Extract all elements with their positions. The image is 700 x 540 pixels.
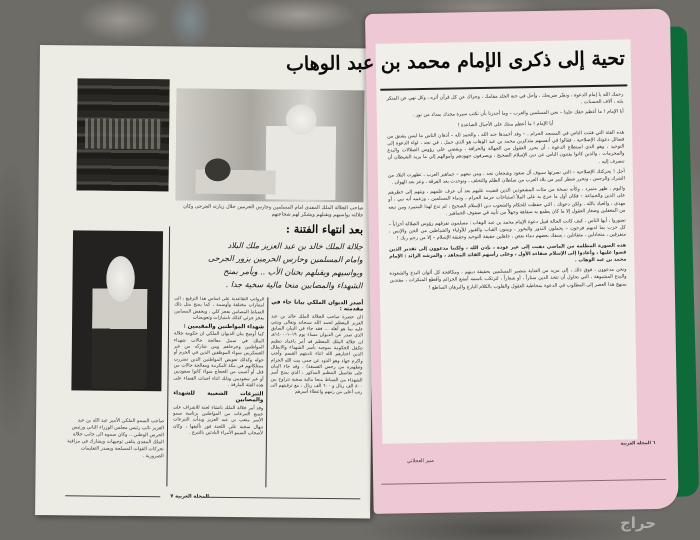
column-subheading: شهداء المواطنين والمقيمين : bbox=[183, 323, 265, 331]
handwritten-line: جلالة الملك خالد بن عبد العزيز ملك البلاد bbox=[227, 240, 363, 252]
paragraph: تصوروا ، أيها الناس ، كيف كانت الحالة قبيل دعوة الإمام محمد بن عبد الوهاب : مسلمون تفرقهم رؤوس الضلالة أحزاباً – كل حزب بما لديهم فرحون – يحملون النذور والبخور ، ويبنون القباب والقبور للأولياء والشياطين من الجن والإنس ، متفرقين ، متخاذلين ، متقاتلين ، يسفك بعضهم دماء بعض ، جاهلين حقيقة التوحيد وحقيقة الإسلام – إلا من رحم ربك ! bbox=[388, 218, 626, 242]
column-subheading: التبرعات الشعبية للشهداء والمصابين bbox=[173, 390, 264, 404]
page-footer: المجلة العربية ٧ bbox=[170, 493, 209, 500]
right-column bbox=[269, 297, 363, 488]
page-footer: ٦ المجلة العربية bbox=[620, 440, 656, 447]
column-text: كما أوضح بيان الديوان الملكي ان حكومة جلالة الملك في سبيل معالجة حالات شهداء المواطنين وجرحاهم ومن شاركه من غير العسكريين سواء الموظفين الذين في الحرم أو حوله وكذلك تعويض المواطنين الذين تضررت ممتلكاتهم في مكة المكرمة ومعالجة حالات من قتل أو أصيب من الحجاج سواء كانوا سعوديين أو غير سعوديين وذلك اثناء احداث القضاء على هذه الفئة المارقة . bbox=[173, 331, 264, 389]
middle-column bbox=[172, 296, 264, 487]
footer-rule bbox=[205, 497, 360, 500]
handwritten-line: وامام المسلمين وحارس الحرمين يزور الجرحى bbox=[207, 253, 363, 265]
paragraph: هذه الفئة التي فتنت الناس في المسجد الحرام ، – وقد أخمدها جند الله ، والحمد لله – أذهان الناس ما ليس يشتق من فضائل دعوتك الإصلاحية ، فقالوا في أنفسهم متذكرين محمد بن عبد الوهاب هو الذي حمل ، في نجد ، لواء الدعوة إلى التوحيد ، وهو الذي استطاع الدعوة ، أن يحرر العقول من الجهالة والخرافة ، ويقضي على رؤوس الضلالات والبدع والمحرمات ، والذين كانوا يفتنون الناس عن دين الإسلام الصحيح ، ويصرفون جهودهم وأموالهم إلى ما يريد الشيطان أن تنصرف إليه . bbox=[387, 130, 625, 165]
paragraph: أجل ! بحركتك الإصلاحية – التي نصرتها سيوف آل سعود وشجعان نجد ، ومن تبعهم – جماهير العرب ، تطهرت البلاد من الشرك والرجس ، وتحرر شطر كبير من بلاد العرب من سلطان الظلم والتخلف ، وتوحدت بعد الفرقة ، وعز بعد الهوان . bbox=[387, 169, 625, 186]
title-rule bbox=[380, 84, 627, 90]
page-rule bbox=[381, 479, 666, 485]
article-title: تحية إلى ذكرى الإمام محمد بن عبد الوهاب bbox=[285, 47, 626, 76]
hospital-photo-caption: صاحب الجلالة الملك المفدى امام المسلمين وحارس الحرمين خلال زيارته الجرحى وكان جلالته يواسيهم ويقبلهم ويشكر لهم شجاعتهم bbox=[183, 203, 364, 219]
prince-caption: صاحب السمو الملكي الأمير عبد الله بن عبد العزيز نائب رئيس مجلس الوزراء الثاني ورئيس الحرس الوطني .. وكان سموه الى جانب جلالة الملك المفدى يتلقى توجيهات ويشارك في مراقبة تحركات القوات المسلحة ويصدر التعليمات الضرورية . bbox=[67, 418, 165, 460]
footer-rule bbox=[65, 495, 160, 497]
column-divider bbox=[265, 297, 268, 487]
paragraph: أيا الإمام ! ما أعظم حقك علينا – نحن المسلمين والعرب – وما أجدرنا بأن نكتب سيرة مجدك بمداد من نور . bbox=[412, 109, 624, 119]
handwritten-text bbox=[174, 238, 363, 292]
column-text: الرواتب التقاعدية على أساس هذا الترفيع ، الى امتيازات مختلفة وأوسمة ، كما يمنح مثل ذلك الضباط المصابين بعجز كلي ، ويخفض المصابين بعجز جزئي كذلك بامتيازات وتعويضات bbox=[174, 296, 265, 322]
paragraph: رحمك الله يا إمام الدعوة ، ونضّر ضريحك ، وأحل في جنة الخلد مقامك ، وجزاك عن كل قرآن أثره ، وكل نهي عن المنكر بثثه ، آلاف الحسنات . bbox=[386, 92, 624, 106]
column-text: وقد أمر جلالة الملك بانشاء لجنة للاشراف على جميع التبرعات من المواطنين برئاسة سمو الأمير متعب بن عبد العزيز وبدأت التبرعات تنهال سخية على اللجنة فور تأليفها ، وكان لأصحاب السمو الأمراء البادئين بالتبرع . bbox=[172, 405, 264, 437]
king-visiting-patient-photo bbox=[175, 88, 364, 202]
left-headline: بعد انتهاء الفتنة : bbox=[285, 222, 364, 237]
left-magazine-page bbox=[35, 45, 375, 518]
paragraph: واليوم ، ظهر متمرد ، وكأنه نسخة من مئات المشعوذين الذين قضيت عليهم بعد أن عرف علمهم ، وبثهم إلى خطرهم على الدين والجماعة – فكان أول ما خرج به على الملأ استباحات حرمة الحرام ، ودماء المسلمين ، وزعمه أنه نبي ، أو مهدي ، والعياذ بالله ، ولكن دعوتك ، التي حفظت للحكام والشعوب دين الإسلام الصحيح ، لم تدع لهذا المتمرد ومن تبعه من المغفلين وصغار العقول إلا ما كان يطمع به سفاهة وجهلاً من تأييد في صفوف الجماهير . bbox=[388, 186, 626, 217]
column-text: (ان حضرة صاحب الجلالة الملك خالد بن عبد العزيز المعظم لحمد الله سبحانه وتعالى ويثني عليه بما هو أهله ... فقد جاء في البيان السابق الذي صدر عن الديوان مساء يوم ١٩–١–١٤٠٠هـ ان جلالة الملك المعظم قد أمر باعداد تنظيم تتكفل الحكومة بموجبه بأسر الشهداء والابطال الذين اختارهم الله اثناء تاديتهم القسم وأجب واكرم جهاد وهو الذود عن حمى بيت الله الحرام وتطهيره من رجس الفسقة) . وقد جاء البيان على تفاصيل التنظيم المذكور ، الذي يمنح أسر الشهداء من الضباط منحا مالية سخية تتراوح بين ٨٠٠ الف ريال و ٦٠٠ الف ريال ، مع ترقيتهم الى رتب أعلى من رتبهم واعطاء أسرهم bbox=[270, 314, 364, 396]
column-divider bbox=[166, 226, 170, 486]
article-body bbox=[386, 92, 626, 296]
watermark-logo: حراج bbox=[620, 514, 657, 532]
column-subheading: أصدر الديوان الملكي بيانا جاء في مقدمته : bbox=[271, 299, 364, 313]
author-name: منير العجلاني bbox=[406, 457, 435, 465]
prince-portrait-photo bbox=[71, 230, 163, 391]
kaaba-kiswa-photo bbox=[76, 78, 169, 191]
handwritten-line: الشهداء والمصابين منحا مالية سخية جدا . bbox=[225, 279, 363, 291]
handwritten-line: ويواسيهم ويقبلهم بحنان الأب .. ويأمر بمنح bbox=[223, 266, 363, 278]
paragraph: أيا الإمام ! ما أعظم منتك على الأجيال الصاعدة ! bbox=[457, 121, 554, 129]
paragraph: ونحن مدعوون ، فوق ذلك ، إلى مزيد من العناية بتبصير المسلمين بحقيقة دينهم ، ومكافحة كل ألوان البدع والشعوذة والبدع المشبوهة ، التي تحاول أن تتخذ الدين ستاراً ، أو شعاراً ، لترتكب باسمه أبشع الجرائم وأقطع المنكرات ، مقتدين بمنهج هذا العصر إلى المطلوب في الدعوة بمخاطبة العقول والقلوب بالكلام البارع والبرهان الساطع ! bbox=[389, 267, 627, 291]
paragraph: هذه الصورة المظلمة من الماضي ذهبت إلى غير عودة ، بإذن الله ، ولكننا مدعوون إلى تقدير الذين قضوا عليها ، وأعادوا إلى الإسلام صفاءه الأول ، وعلى رأسهم القائد المجاهد ، والمرشد الرائد : الإمام محمد بن عبد الوهاب . bbox=[389, 243, 627, 264]
